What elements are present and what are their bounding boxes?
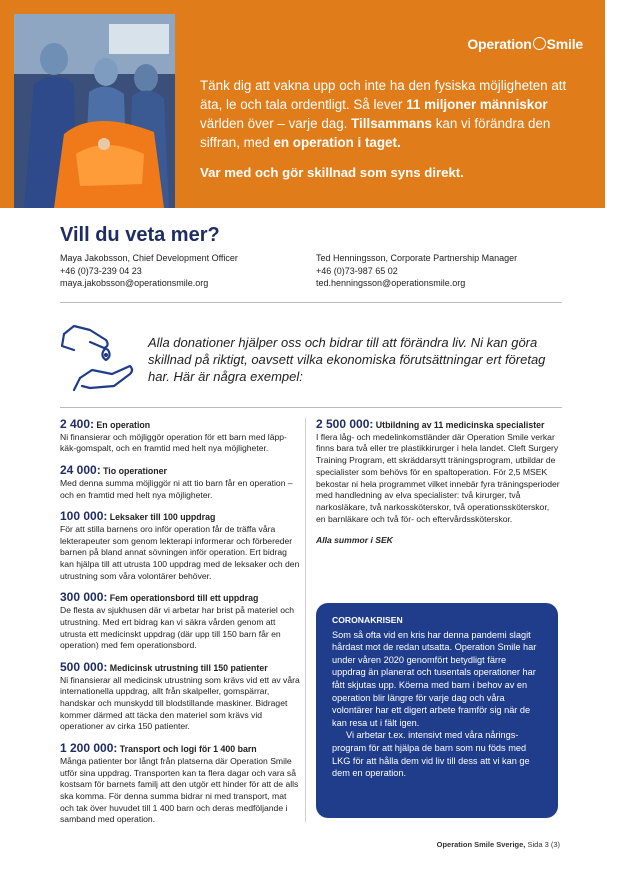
contact-phone[interactable]: +46 (0)73-239 04 23 [60, 265, 142, 276]
banner-bold-3: en operation i taget. [273, 135, 401, 150]
example-amount: 500 000: [60, 659, 108, 674]
example-title: En operation [96, 420, 151, 430]
example-item [316, 419, 560, 525]
contact-email[interactable]: maya.jakobsson@operationsmile.org [60, 278, 209, 288]
example-text: Ni finansierar all medicinsk utrustning som krävs vid ett av våra internationella uppdrag, allt från skalpeller, gomspärrar, handskar och munskydd till blodstillande maskiner. Bidraget kommer därmed att täcka den materiel som krävs vid operationer av cirka 150 patienter. [60, 674, 300, 732]
example-text: Många patienter bor långt från platserna där Operation Smile utför sina uppdrag. Transporten kan ta flera dagar och vara så kostsam för barnets familj att den utgör ett hinder för att de alls ska komma. För denna summa bidrar ni med transport, mat och tak över huvudet till 1 400 barn och deras medföljande i samband med operation. [60, 755, 299, 825]
contact-email[interactable]: ted.henningsson@operationsmile.org [316, 278, 466, 288]
smile-globe-icon [533, 37, 546, 50]
example-text: I flera låg- och medelinkomstländer där Operation Smile verkar finns bara två eller tre plastikkirurger i hela landet. Cleft Surgery Training Program, ett skräddarsytt träningsprogram, utbildar de specialister som behövs för en spaltoperation. För 2,5 MSEK bekostar ni hela programmet vilket innebär fyra träningsperioder med handledning av elva specialister: två kirurger, två narkosläkare, två narkossköterskor, två operationssköterskor, en barnläkare och två för- och eftervårdssköterskor. [316, 431, 560, 524]
column-divider [305, 418, 306, 822]
example-item [60, 465, 300, 501]
example-item [60, 511, 300, 582]
banner-text-3: kan vi förändra den siffran, med [200, 116, 551, 150]
examples-right-column [316, 419, 560, 547]
example-title: Transport och logi för 1 400 barn [119, 744, 257, 755]
surgery-photo [14, 14, 175, 208]
banner-bold-1: 11 miljoner människor [406, 97, 548, 112]
intro-text: Alla donationer hjälper oss och bidrar till att förändra liv. Ni kan göra skillnad på riktigt, oavsett vilka ekonomiska förutsättningar ert företag har. Här är några exempel: [148, 335, 546, 384]
contact-ted [316, 252, 517, 290]
example-title: Tio operationer [103, 466, 167, 477]
example-title: Leksaker till 100 uppdrag [109, 512, 216, 523]
example-amount: 2 500 000: [316, 417, 374, 431]
example-text: De flesta av sjukhusen där vi arbetar har brist på materiel och utrustning. Med ert bidrag kan vi säkra vården genom att utrusta ett medicinskt uppdrag (där upp till 150 barn får en operation) med fem operationsbord. [60, 605, 295, 651]
contact-maya [60, 252, 238, 290]
example-title: Medicinsk utrustning till 150 patienter [109, 662, 268, 673]
example-text: Med denna summa möjliggör ni att tio barn får en operation – och en framtid med helt nya möjligheter. [60, 477, 293, 500]
example-amount: 300 000: [60, 590, 108, 605]
contact-name: Maya Jakobsson, Chief Development Officer [60, 253, 238, 263]
example-item [60, 743, 300, 826]
example-text: Ni finansierar och möjliggör operation för ett barn med läpp-käk-gomspalt, och en framtid med helt nya möjligheter. [60, 431, 287, 454]
example-item [60, 659, 300, 733]
example-title: Fem operationsbord till ett uppdrag [109, 593, 259, 604]
hero-banner [0, 0, 605, 208]
example-amount: 1 200 000: [60, 741, 118, 756]
example-text: För att stilla barnens oro inför operation får de träffa våra lekterapeuter som genom lekterapi informerar och förbereder barnen på bland annat sövningen inför operation. Ert bidrag kan hjälpa till att utrusta 100 uppdrag med de leksaker och den utrustning som våra volontärer behöver. [60, 523, 300, 581]
banner-text-1: Tänk dig att vakna upp och inte ha den fysiska möjligheten att äta, le och tala ordentligt. Så lever [200, 78, 567, 112]
banner-bold-2: Tillsammans [351, 116, 432, 131]
currency-note: Alla summor i SEK [316, 535, 393, 546]
example-item [60, 592, 300, 652]
box-heading: CORONAKRISEN [332, 615, 403, 625]
page-number: Sida 3 (3) [525, 840, 560, 849]
page-title: Vill du veta mer? [60, 224, 220, 246]
example-item [60, 419, 300, 455]
divider [60, 302, 562, 303]
box-paragraph: Vi arbetar t.ex. intensivt med våra nårings-program för att hjälpa de barn som nu föds med LKG för att hålla dem vid liv till dess att vi kan ge dem en operation. [332, 730, 530, 779]
logo-text-smile: Smile [546, 36, 583, 52]
contact-name: Ted Henningsson, Corporate Partnership Manager [316, 253, 518, 263]
example-amount: 2 400: [60, 417, 95, 431]
banner-message [200, 76, 590, 152]
call-to-action: Var med och gör skillnad som syns direkt. [200, 165, 464, 180]
logo-text-operation: Operation [467, 36, 532, 52]
box-paragraph: Som så ofta vid en kris har denna pandemi slagit hårdast mot de redan utsatta. Operation Smile har under våren 2020 genomfört betydligt färre uppdrag än planerat och tusentals operationer har fått skjutas upp. Köerna med barn i behov av en operation blir längre för varje dag och våra volontärer har ett digert arbete framför sig när de kan resa ut i fält igen. [332, 629, 537, 728]
footer-org: Operation Smile Sverige, [436, 840, 526, 849]
example-amount: 100 000: [60, 509, 108, 524]
page-footer [437, 840, 560, 849]
banner-text-2: världen över – varje dag. [200, 116, 352, 131]
hands-heart-icon [60, 320, 138, 397]
coronakrisen-box [316, 603, 558, 818]
example-title: Utbildning av 11 medicinska specialister [375, 420, 545, 430]
examples-left-column [60, 419, 300, 836]
contact-phone[interactable]: +46 (0)73-987 65 02 [316, 265, 398, 276]
example-amount: 24 000: [60, 463, 101, 478]
operation-smile-logo [467, 36, 583, 52]
divider [60, 407, 562, 408]
